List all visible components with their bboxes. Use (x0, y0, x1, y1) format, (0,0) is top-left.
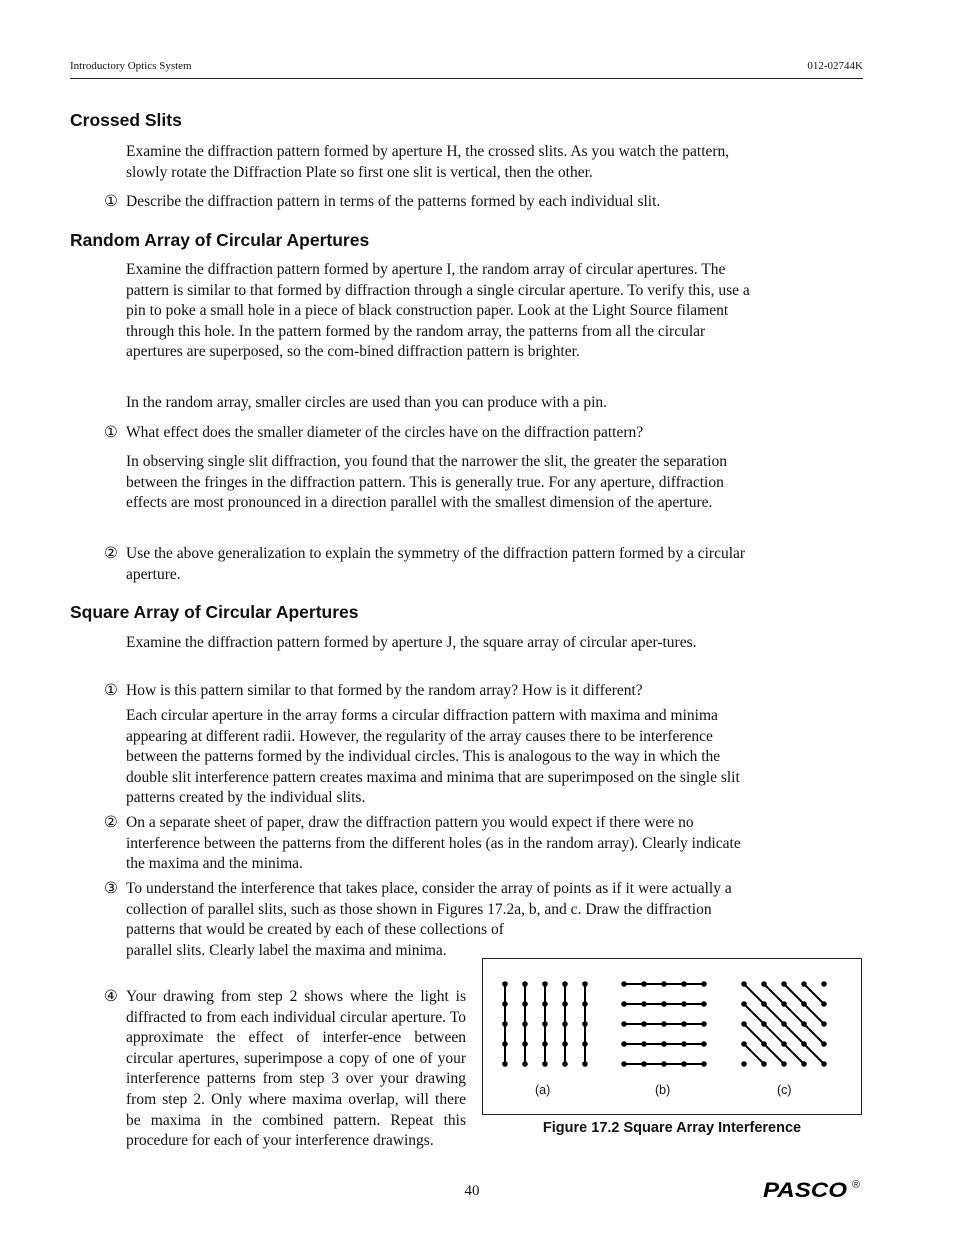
document-code: 012-02744K (807, 60, 863, 72)
figure-a-vertical-slits (502, 981, 588, 1067)
aperture-dot (681, 981, 687, 987)
aperture-dot (661, 981, 667, 987)
aperture-dot (741, 1021, 747, 1027)
aperture-dot (522, 1001, 528, 1007)
heading-random-array: Random Array of Circular Apertures (70, 230, 370, 250)
aperture-dot (562, 1001, 568, 1007)
aperture-dot (562, 1061, 568, 1067)
aperture-dot (801, 1001, 807, 1007)
aperture-dot (562, 1041, 568, 1047)
pasco-logo (760, 1178, 850, 1200)
aperture-dot (621, 1061, 627, 1067)
square-array-step-1: How is this pattern similar to that formed by the random array? How is it different? (126, 682, 643, 699)
aperture-dot (801, 981, 807, 987)
aperture-dot (621, 1041, 627, 1047)
square-array-step-4: Your drawing from step 2 shows where the light is diffracted to from each individual circular aperture. To approximate the effect of interfer-ence between circular apertures, superimpose a copy of one of your interference patterns from step 3 over your drawing from step 2. Only where maxima overlap, will there be maxima in the combined pattern. Repeat this procedure for each of your interference drawings. (126, 988, 466, 1150)
square-array-step-3-continued: parallel slits. Clearly label the maxima and minima. (126, 942, 447, 959)
aperture-dot (542, 1001, 548, 1007)
aperture-dot (761, 1021, 767, 1027)
aperture-dot (522, 981, 528, 987)
aperture-dot (821, 1061, 827, 1067)
aperture-dot (701, 981, 707, 987)
aperture-dot (681, 1061, 687, 1067)
aperture-dot (582, 981, 588, 987)
aperture-dot (781, 1021, 787, 1027)
aperture-dot (641, 1001, 647, 1007)
aperture-dot (621, 1001, 627, 1007)
aperture-dot (781, 1061, 787, 1067)
step-marker: ① (104, 193, 118, 210)
aperture-dot (542, 1021, 548, 1027)
aperture-dot (781, 1041, 787, 1047)
diagonal-slit-line (804, 984, 824, 1004)
aperture-dot (641, 1061, 647, 1067)
aperture-dot (801, 1021, 807, 1027)
aperture-dot (741, 1061, 747, 1067)
aperture-dot (661, 1001, 667, 1007)
aperture-dot (582, 1021, 588, 1027)
figure-label-b: (b) (655, 1083, 671, 1097)
aperture-dot (821, 981, 827, 987)
aperture-dot (641, 1021, 647, 1027)
registered-mark: ® (852, 1179, 861, 1191)
aperture-dot (502, 1041, 508, 1047)
square-array-step-2: On a separate sheet of paper, draw the diffraction pattern you would expect if there were no interference between the patterns from the different holes (as in the random array). Clearly indicate the maxima and the minima. (126, 814, 741, 873)
aperture-dot (741, 1041, 747, 1047)
step-marker: ① (104, 424, 118, 441)
figure-b-horizontal-slits (621, 981, 707, 1067)
square-array-paragraph-2: Each circular aperture in the array forms a circular diffraction pattern with maxima and minima appearing at different radii. However, the regularity of the array causes there to be interference between the patterns formed by the individual circles. This is analogous to the way in which the double slit interference pattern creates maxima and minima that are superimposed on the single slit patterns created by the individual slits. (126, 707, 740, 807)
aperture-dot (562, 981, 568, 987)
crossed-slits-step-1: Describe the diffraction pattern in terms of the patterns formed by each individual slit. (126, 193, 661, 210)
aperture-dot (821, 1041, 827, 1047)
document-title: Introductory Optics System (70, 60, 192, 72)
step-marker: ② (104, 545, 118, 562)
aperture-dot (681, 1021, 687, 1027)
square-array-step-3: To understand the interference that takes place, consider the array of points as if it were actually a collection of parallel slits, such as those shown in Figures 17.2a, b, and c. Draw the diffraction patterns that would be created by each of these collections of (126, 880, 732, 939)
random-array-paragraph-3: In observing single slit diffraction, you found that the narrower the slit, the greater the separation between the fringes in the diffraction pattern. This is generally true. For any aperture, diffraction effects are most pronounced in a direction parallel with the smallest dimension of the aperture. (126, 453, 728, 512)
aperture-dot (542, 1061, 548, 1067)
aperture-dot (582, 1001, 588, 1007)
aperture-dot (661, 1041, 667, 1047)
aperture-dot (761, 981, 767, 987)
random-array-paragraph-1: Examine the diffraction pattern formed by aperture I, the random array of circular apertures. The pattern is similar to that formed by diffraction through a single circular aperture. To verify this, use a pin to poke a small hole in a piece of black construction paper. Look at the Light Source filament through this hole. In the pattern formed by the random array, the patterns from all the circular apertures are superposed, so the com-bined diffraction pattern is brighter. (126, 261, 750, 361)
aperture-dot (681, 1041, 687, 1047)
aperture-dot (741, 1001, 747, 1007)
step-marker: ① (104, 682, 118, 699)
aperture-dot (821, 1021, 827, 1027)
aperture-dot (761, 1041, 767, 1047)
aperture-dot (621, 1021, 627, 1027)
aperture-dot (681, 1001, 687, 1007)
aperture-dot (821, 1001, 827, 1007)
random-array-step-2: Use the above generalization to explain the symmetry of the diffraction pattern formed by a circular aperture. (126, 545, 746, 583)
aperture-dot (621, 981, 627, 987)
aperture-dot (701, 1001, 707, 1007)
figure-c-diagonal-slits (741, 981, 827, 1067)
crossed-slits-paragraph: Examine the diffraction pattern formed by aperture H, the crossed slits. As you watch the pattern, slowly rotate the Diffraction Plate so first one slit is vertical, then the other. (126, 143, 730, 181)
aperture-dot (502, 1001, 508, 1007)
aperture-dot (761, 1001, 767, 1007)
aperture-dot (641, 1041, 647, 1047)
aperture-dot (781, 1001, 787, 1007)
figure-label-c: (c) (777, 1083, 792, 1097)
aperture-dot (522, 1021, 528, 1027)
aperture-dot (522, 1061, 528, 1067)
aperture-dot (522, 1041, 528, 1047)
pasco-logo-text: PASCO (763, 1179, 847, 1200)
figure-caption: Figure 17.2 Square Array Interference (542, 1120, 802, 1136)
aperture-dot (542, 1041, 548, 1047)
aperture-dot (701, 1021, 707, 1027)
aperture-dot (741, 981, 747, 987)
aperture-dot (502, 981, 508, 987)
aperture-dot (701, 1041, 707, 1047)
heading-crossed-slits: Crossed Slits (70, 110, 182, 130)
aperture-dot (701, 1061, 707, 1067)
aperture-dot (801, 1041, 807, 1047)
page-number: 40 (464, 1183, 480, 1199)
heading-square-array: Square Array of Circular Apertures (70, 602, 359, 622)
step-marker: ③ (104, 880, 118, 897)
diagonal-slit-line (744, 1044, 764, 1064)
aperture-dot (781, 981, 787, 987)
square-array-paragraph-1: Examine the diffraction pattern formed by aperture J, the square array of circular aper-tures. (126, 634, 697, 651)
figure-label-a: (a) (535, 1083, 551, 1097)
aperture-dot (801, 1061, 807, 1067)
aperture-dot (641, 981, 647, 987)
random-array-step-1: What effect does the smaller diameter of the circles have on the diffraction pattern? (126, 424, 644, 441)
aperture-dot (661, 1021, 667, 1027)
aperture-dot (582, 1061, 588, 1067)
aperture-dot (582, 1041, 588, 1047)
aperture-dot (502, 1061, 508, 1067)
aperture-dot (502, 1021, 508, 1027)
aperture-dot (661, 1061, 667, 1067)
step-marker: ② (104, 814, 118, 831)
aperture-dot (761, 1061, 767, 1067)
aperture-dot (562, 1021, 568, 1027)
aperture-dot (542, 981, 548, 987)
random-array-paragraph-2: In the random array, smaller circles are used than you can produce with a pin. (126, 394, 608, 411)
step-marker: ④ (104, 988, 118, 1005)
